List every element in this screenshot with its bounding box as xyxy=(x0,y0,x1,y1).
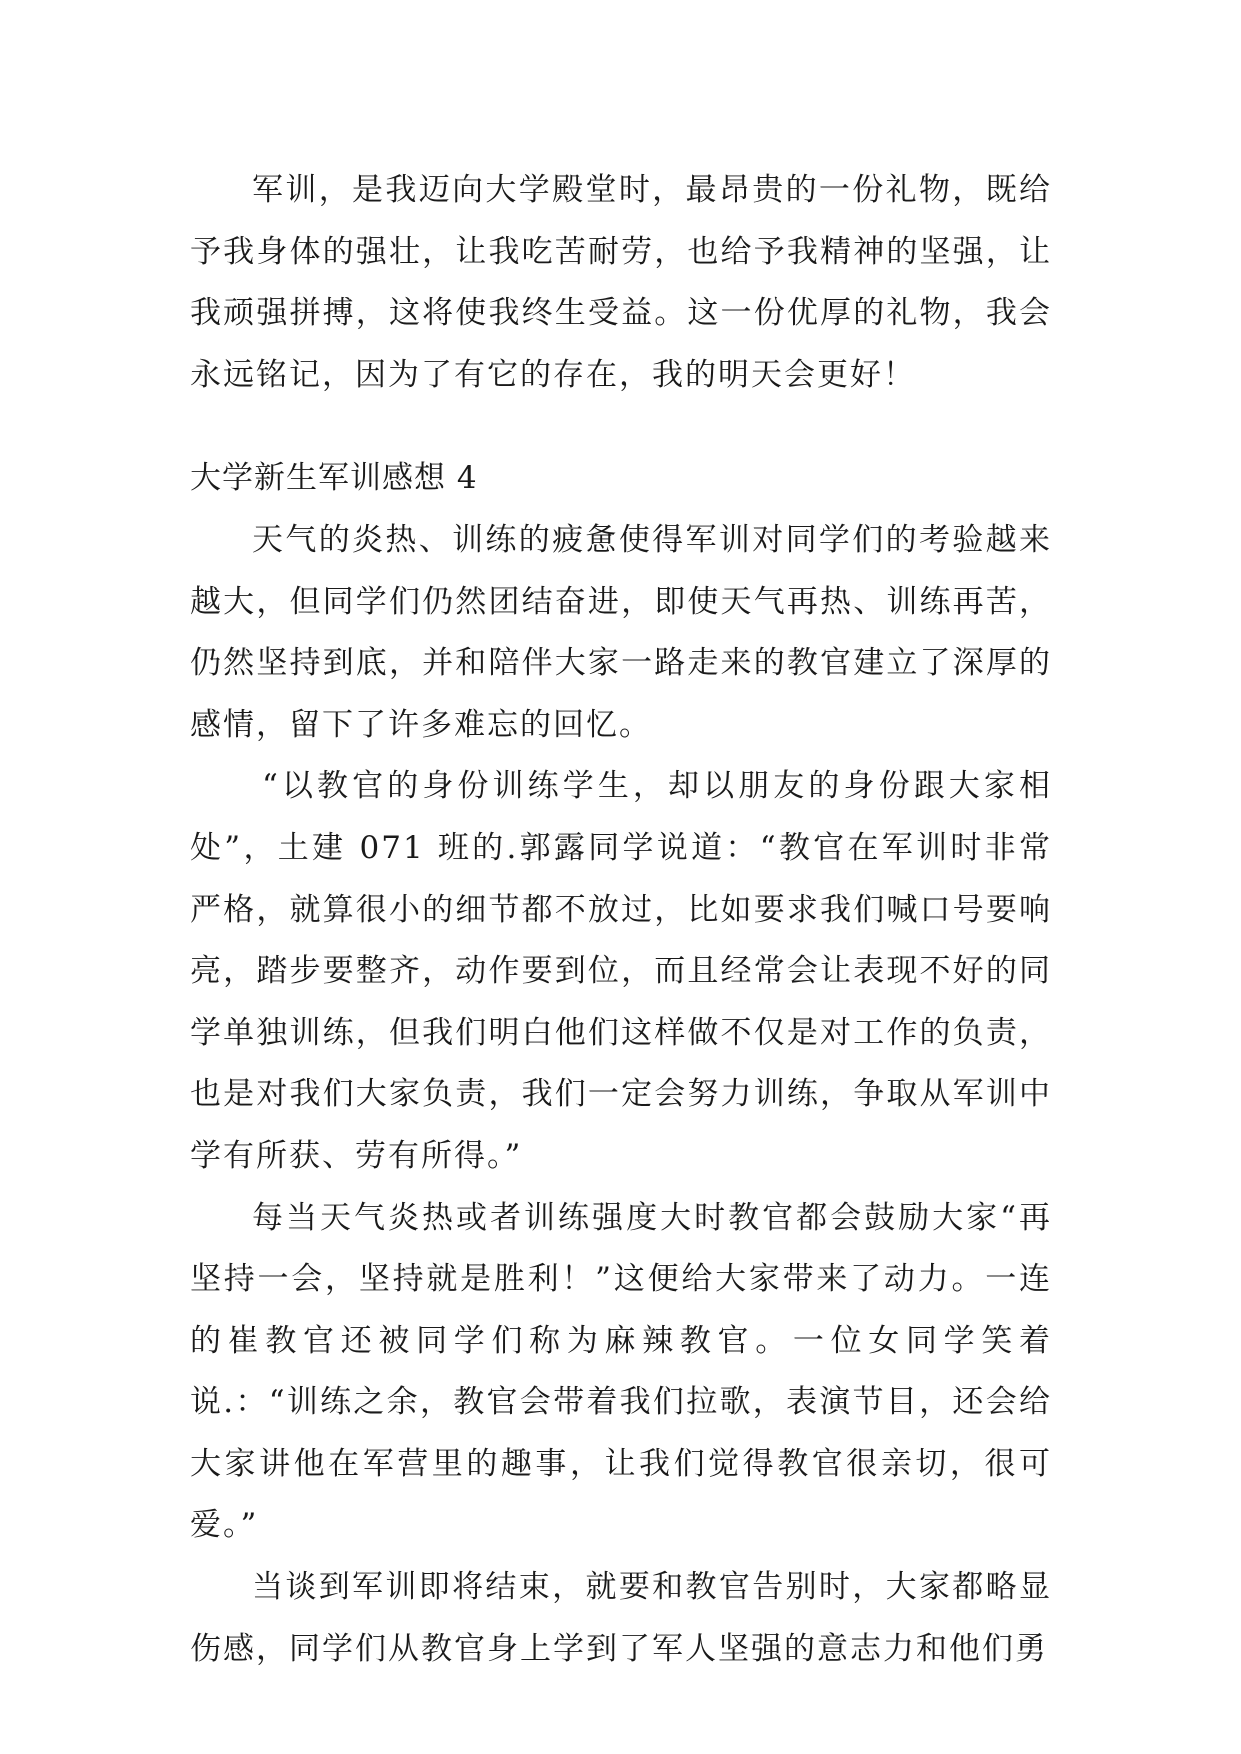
paragraph-intro: 军训，是我迈向大学殿堂时，最昂贵的一份礼物，既给予我身体的强壮，让我吃苦耐劳，也给予我精神的坚强，让我顽强拼搏，这将使我终生受益。这一份优厚的礼物，我会永远铭记，因为了有它的存在，我的明天会更好！ xyxy=(190,172,1052,393)
paragraph-4: 当谈到军训即将结束，就要和教官告别时，大家都略显伤感，同学们从教官身上学到了军人坚强的意志力和他们勇 xyxy=(190,1569,1052,1667)
paragraph-1: 天气的炎热、训练的疲惫使得军训对同学们的考验越来越大，但同学们仍然团结奋进，即使天气再热、训练再苦，仍然坚持到底，并和陪伴大家一路走来的教官建立了深厚的感情，留下了许多难忘的回忆。 xyxy=(190,521,1052,743)
paragraph-2: “以教官的身份训练学生，却以朋友的身份跟大家相处”，土建 071 班的.郭露同学说道：“教官在军训时非常严格，就算很小的细节都不放过，比如要求我们喊口号要响亮，踏步要整齐，动作要到位，而且经常会让表现不好的同学单独训练，但我们明白他们这样做不仅是对工作的负责，也是对我们大家负责，我们一定会努力训练，争取从军训中学有所获、劳有所得。” xyxy=(190,768,1052,1174)
document-body xyxy=(190,160,1052,1680)
section-heading: 大学新生军训感想 4 xyxy=(190,460,478,497)
paragraph-3: 每当天气炎热或者训练强度大时教官都会鼓励大家“再坚持一会，坚持就是胜利！”这便给大家带来了动力。一连的崔教官还被同学们称为麻辣教官。一位女同学笑着说.：“训练之余，教官会带着我们拉歌，表演节目，还会给大家讲他在军营里的趣事，让我们觉得教官很亲切，很可爱。” xyxy=(190,1199,1052,1544)
